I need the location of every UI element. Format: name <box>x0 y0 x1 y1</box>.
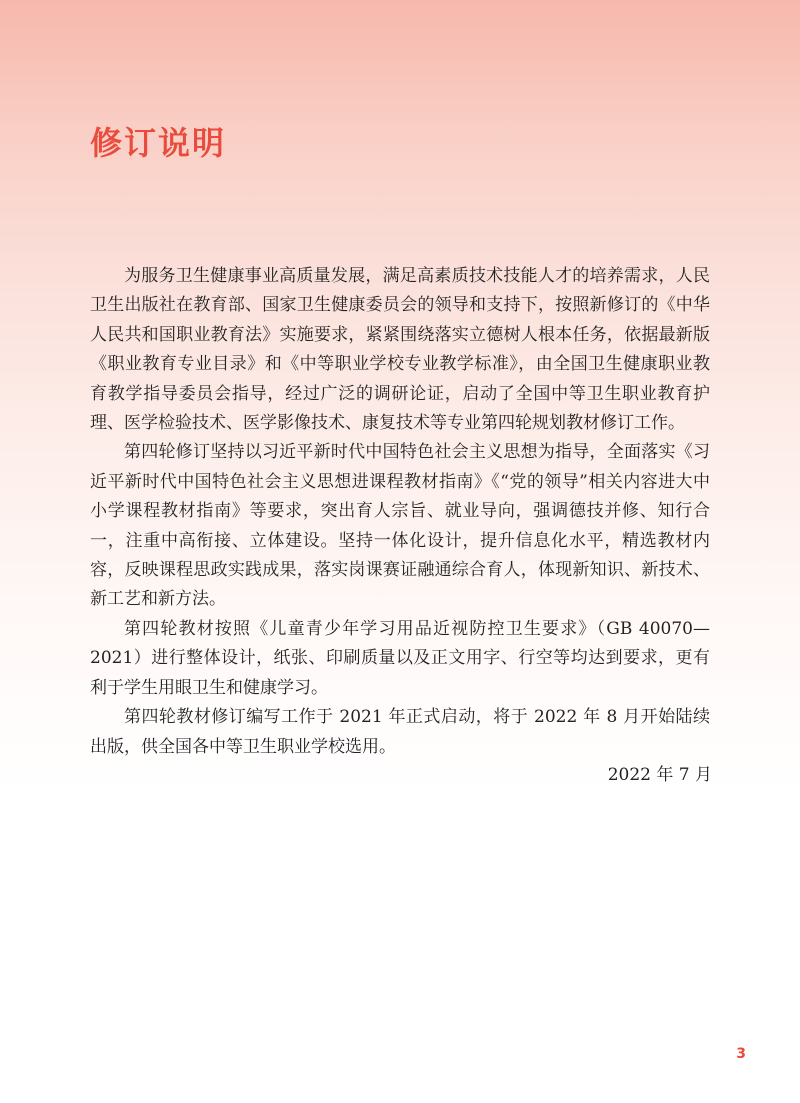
paragraph-1: 为服务卫生健康事业高质量发展，满足高素质技术技能人才的培养需求，人民卫生出版社在教育部、国家卫生健康委员会的领导和支持下，按照新修订的《中华人民共和国职业教育法》实施要求，紧紧围绕落实立德树人根本任务，依据最新版《职业教育专业目录》和《中等职业学校专业教学标准》，由全国卫生健康职业教育教学指导委员会指导，经过广泛的调研论证，启动了全国中等卫生职业教育护理、医学检验技术、医学影像技术、康复技术等专业第四轮规划教材修订工作。 <box>90 266 710 434</box>
signature-date: 2022 年 7 月 <box>607 765 712 785</box>
paragraph-2: 第四轮修订坚持以习近平新时代中国特色社会主义思想为指导，全面落实《习近平新时代中国特色社会主义思想进课程教材指南》《“党的领导”相关内容进大中小学课程教材指南》等要求，突出育人宗旨、就业导向，强调德技并修、知行合一，注重中高衔接、立体建设。坚持一体化设计，提升信息化水平，精选教材内容，反映课程思政实践成果，落实岗课赛证融通综合育人，体现新知识、新技术、新工艺和新方法。 <box>90 442 710 610</box>
paragraph-3: 第四轮教材按照《儿童青少年学习用品近视防控卫生要求》（GB 40070—2021）进行整体设计，纸张、印刷质量以及正文用字、行空等均达到要求，更有利于学生用眼卫生和健康学习。 <box>90 618 710 698</box>
page-number: 3 <box>736 1046 746 1062</box>
body-text <box>90 262 710 762</box>
page-title: 修订说明 <box>90 124 227 162</box>
paragraph-4: 第四轮教材修订编写工作于 2021 年正式启动，将于 2022 年 8 月开始陆续出版，供全国各中等卫生职业学校选用。 <box>90 707 710 757</box>
